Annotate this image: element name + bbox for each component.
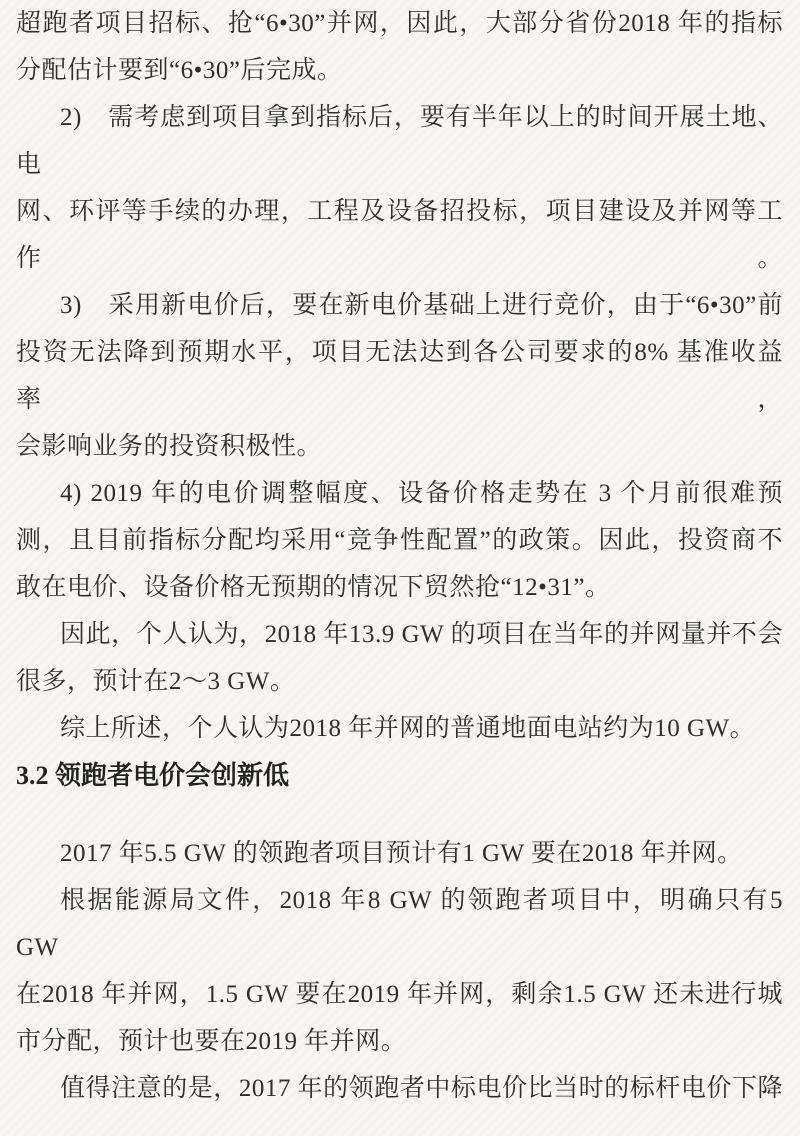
paragraph-summary — [16, 705, 783, 752]
paragraph-nea-document — [16, 877, 790, 1065]
text-line: 网、环评等手续的办理，工程及设备招投标，项目建设及并网等工作。 — [16, 198, 783, 272]
text-line: 投资无法降到预期水平，项目无法达到各公司要求的8% 基准收益率， — [16, 339, 783, 413]
text-line: 测，且目前指标分配均采用“竞争性配置”的政策。因此，投资商不 — [16, 527, 783, 554]
paragraph-point-3 — [16, 282, 783, 470]
paragraph-conclusion-2018 — [16, 611, 783, 705]
paragraph-tail-bidding — [16, 0, 783, 94]
text-line: 3) 采用新电价后，要在新电价基础上进行竞价，由于“6•30”前 — [60, 292, 783, 319]
text-line: 综上所述，个人认为2018 年并网的普通地面电站约为10 GW。 — [60, 715, 756, 742]
paragraph-point-4 — [16, 470, 783, 611]
section-heading-3-2: 3.2 领跑者电价会创新低 — [16, 761, 290, 790]
text-line: 4) 2019 年的电价调整幅度、设备价格走势在 3 个月前很难预 — [60, 480, 783, 507]
text-line: 2) 需考虑到项目拿到指标后，要有半年以上的时间开展土地、电 — [16, 104, 783, 178]
paragraph-point-2 — [16, 94, 783, 282]
text-line: 很多，预计在2～3 GW。 — [16, 668, 296, 695]
text-line: 市分配，预计也要在2019 年并网。 — [16, 1028, 407, 1055]
text-line: 超跑者项目招标、抢“6•30”并网，因此，大部分省份2018 年的指标 — [16, 10, 783, 37]
text-line: 2017 年5.5 GW 的领跑者项目预计有1 GW 要在2018 年并网。 — [60, 840, 743, 867]
text-line: 因此，个人认为，2018 年13.9 GW 的项目在当年的并网量并不会 — [60, 621, 783, 648]
text-line: 在2018 年并网，1.5 GW 要在2019 年并网，剩余1.5 GW 还未进行城 — [16, 981, 783, 1008]
text-line: 根据能源局文件，2018 年8 GW 的领跑者项目中，明确只有5 GW — [16, 887, 790, 961]
paragraph-price-note — [16, 1065, 783, 1112]
text-line: 会影响业务的投资积极性。 — [16, 433, 323, 460]
text-line: 分配估计要到“6•30”后完成。 — [16, 57, 343, 84]
text-line: 值得注意的是，2017 年的领跑者中标电价比当时的标杆电价下降 — [60, 1075, 783, 1102]
text-line: 敢在电价、设备价格无预期的情况下贸然抢“12•31”。 — [16, 574, 611, 601]
paragraph-2017-leader — [16, 830, 783, 877]
